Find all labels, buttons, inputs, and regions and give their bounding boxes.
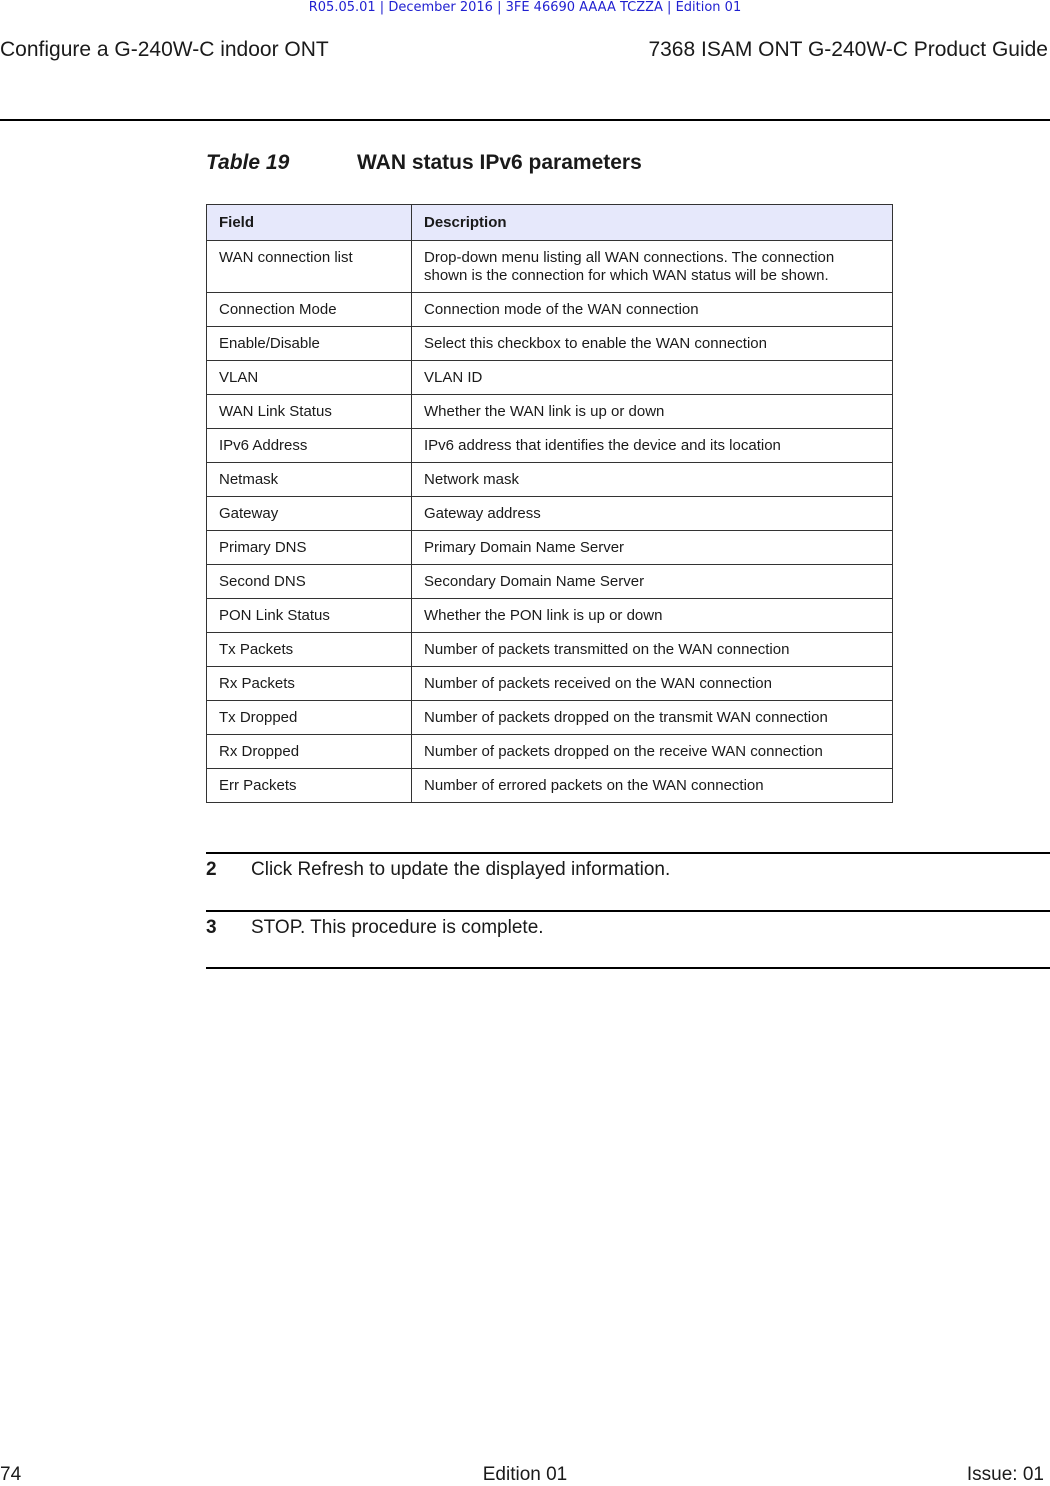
- field-cell: IPv6 Address: [207, 429, 412, 463]
- field-cell: Err Packets: [207, 769, 412, 803]
- table-row: [207, 565, 893, 599]
- table-row: [207, 531, 893, 565]
- table-row: [207, 735, 893, 769]
- description-cell: VLAN ID: [412, 361, 893, 395]
- description-cell: Primary Domain Name Server: [412, 531, 893, 565]
- footer-page-number: 74: [0, 1464, 22, 1485]
- description-cell: Gateway address: [412, 497, 893, 531]
- document-watermark: R05.05.01 | December 2016 | 3FE 46690 AAAA TCZZA | Edition 01: [308, 0, 742, 15]
- field-cell: Rx Packets: [207, 667, 412, 701]
- field-cell: VLAN: [207, 361, 412, 395]
- table-caption: [206, 151, 642, 175]
- table-caption-title: WAN status IPv6 parameters: [357, 151, 642, 174]
- field-cell: PON Link Status: [207, 599, 412, 633]
- description-cell: Drop-down menu listing all WAN connections. The connection shown is the connection for which WAN status will be shown.: [412, 241, 893, 293]
- table-row: [207, 667, 893, 701]
- description-cell: Secondary Domain Name Server: [412, 565, 893, 599]
- column-header-description: Description: [412, 205, 893, 241]
- footer-issue: Issue: 01: [966, 1464, 1044, 1485]
- table-row: [207, 429, 893, 463]
- header-section-title: Configure a G-240W-C indoor ONT: [0, 38, 329, 61]
- step-divider: [206, 967, 1050, 969]
- step-number: 2: [206, 859, 217, 880]
- description-cell: IPv6 address that identifies the device and its location: [412, 429, 893, 463]
- table-header-row: [207, 205, 893, 241]
- table-row: [207, 463, 893, 497]
- step-2: [206, 859, 670, 881]
- table-row: [207, 599, 893, 633]
- wan-ipv6-parameters-table: [206, 204, 893, 803]
- table-row: [207, 361, 893, 395]
- description-cell: Whether the WAN link is up or down: [412, 395, 893, 429]
- step-3: [206, 917, 544, 939]
- field-cell: Gateway: [207, 497, 412, 531]
- table-row: [207, 701, 893, 735]
- field-cell: Second DNS: [207, 565, 412, 599]
- field-cell: Connection Mode: [207, 293, 412, 327]
- description-cell: Number of packets dropped on the receive WAN connection: [412, 735, 893, 769]
- field-cell: Primary DNS: [207, 531, 412, 565]
- field-cell: Tx Packets: [207, 633, 412, 667]
- header-guide-title: 7368 ISAM ONT G-240W-C Product Guide: [648, 38, 1048, 61]
- column-header-field: Field: [207, 205, 412, 241]
- table-row: [207, 769, 893, 803]
- step-divider: [206, 852, 1050, 854]
- table-row: [207, 633, 893, 667]
- description-cell: Network mask: [412, 463, 893, 497]
- table-row: [207, 293, 893, 327]
- description-cell: Number of errored packets on the WAN connection: [412, 769, 893, 803]
- description-cell: Whether the PON link is up or down: [412, 599, 893, 633]
- description-cell: Select this checkbox to enable the WAN connection: [412, 327, 893, 361]
- step-divider: [206, 910, 1050, 912]
- step-number: 3: [206, 917, 217, 938]
- field-cell: WAN connection list: [207, 241, 412, 293]
- table-row: [207, 497, 893, 531]
- description-cell: Number of packets transmitted on the WAN connection: [412, 633, 893, 667]
- field-cell: Netmask: [207, 463, 412, 497]
- table-caption-number: Table 19: [206, 151, 290, 174]
- table-row: [207, 327, 893, 361]
- description-cell: Number of packets dropped on the transmit WAN connection: [412, 701, 893, 735]
- step-text: STOP. This procedure is complete.: [251, 917, 544, 938]
- field-cell: Enable/Disable: [207, 327, 412, 361]
- footer-edition: Edition 01: [482, 1464, 568, 1485]
- step-text: Click Refresh to update the displayed information.: [251, 859, 671, 880]
- table-row: [207, 241, 893, 293]
- table-row: [207, 395, 893, 429]
- header-divider: [0, 119, 1050, 121]
- field-cell: WAN Link Status: [207, 395, 412, 429]
- description-cell: Number of packets received on the WAN connection: [412, 667, 893, 701]
- field-cell: Tx Dropped: [207, 701, 412, 735]
- field-cell: Rx Dropped: [207, 735, 412, 769]
- description-cell: Connection mode of the WAN connection: [412, 293, 893, 327]
